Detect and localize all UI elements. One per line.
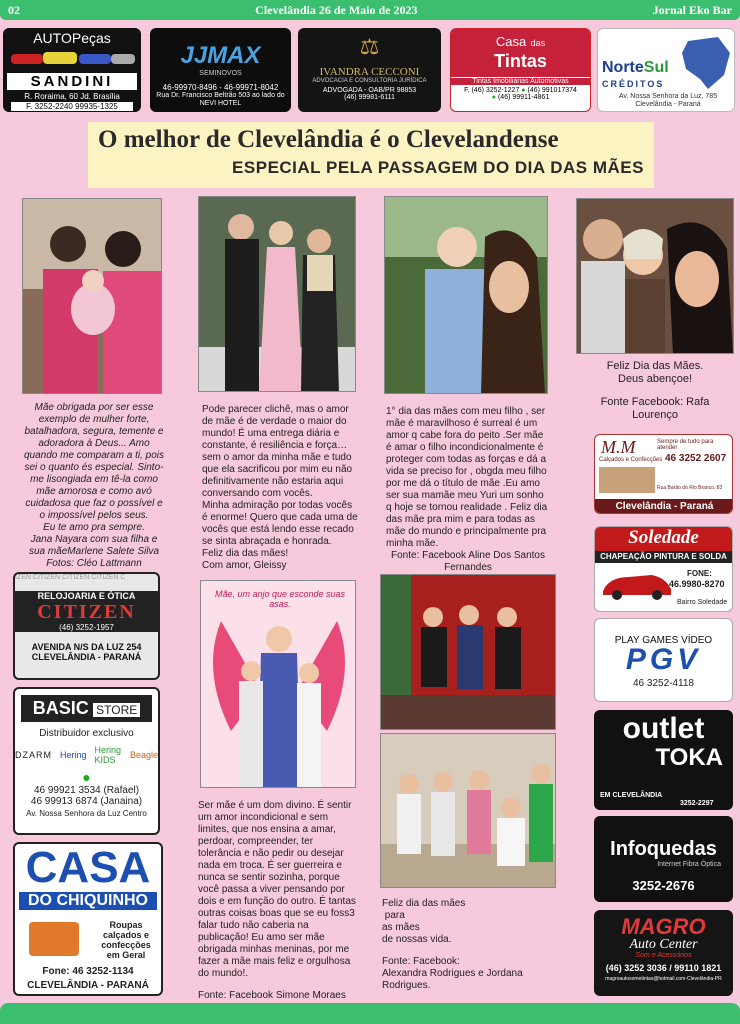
photo-mother-two-daughters bbox=[200, 580, 356, 788]
ad-autopecas-name: SANDINI bbox=[7, 73, 137, 90]
story2-line: que ela sacrificou por mim eu não bbox=[202, 464, 353, 475]
ad-jjmax-address: Rua Dr. Francisco Beltrão 503 ao lado do NEVI HOTEL bbox=[156, 92, 285, 107]
story5-line: falar tudo não caberia na bbox=[198, 920, 309, 931]
story2-line: de mãe é de verdade o maior do bbox=[202, 416, 347, 427]
story1-line: mãe amorosa e como avó bbox=[36, 486, 152, 497]
ad-tintas-phone3: (46) 99911-4861 bbox=[497, 94, 550, 101]
gift-boxes-icon bbox=[29, 922, 79, 956]
ad-basic-logo1: BASIC bbox=[32, 698, 89, 718]
ad-autopecas-title: AUTOPeças bbox=[33, 30, 111, 46]
story6-line: as mães bbox=[382, 922, 420, 933]
ad-tintas-l3: Tintas bbox=[494, 51, 547, 71]
ad-soledade-address: Bairro Soledade bbox=[677, 599, 728, 606]
story3-line: proteger com todas as forças e dá a bbox=[386, 454, 547, 465]
story1-line: Mãe obrigada por ser esse bbox=[34, 402, 154, 413]
page-number: 02 bbox=[8, 2, 20, 17]
story2-line: Minha admiração por todas vocês bbox=[202, 500, 353, 511]
story1-line: Fotos: Cléo Lattmann bbox=[46, 558, 142, 569]
ad-soledade-sub: CHAPEAÇÃO PINTURA E SOLDA bbox=[595, 551, 732, 563]
photo-group-women-outdoor bbox=[380, 733, 556, 888]
story3-line: por me dá o título de mãe .Eu amo bbox=[386, 478, 540, 489]
ad-soledade-fone: FONE: bbox=[687, 569, 712, 578]
story1-line: me lisongiada em tê-la como bbox=[30, 474, 158, 485]
story6-line bbox=[382, 946, 552, 956]
ad-soledade-phone: 46.9980-8270 bbox=[669, 579, 725, 589]
ad-magro-l2: Auto Center bbox=[629, 937, 698, 952]
ad-basic-phone2: 46 99913 6874 (Janaina) bbox=[30, 796, 143, 807]
ad-infoquedas-name: Infoquedas bbox=[610, 838, 717, 860]
ad-magro-auto-center[interactable] bbox=[594, 910, 733, 996]
ad-nortesul-sub: CRÉDITOS bbox=[602, 79, 665, 89]
ad-chiquinho-city: CLEVELÂNDIA - PARANÁ bbox=[27, 980, 149, 991]
ad-ivandra-role: ADVOCACIA E CONSULTORIA JURÍDICA bbox=[312, 78, 427, 84]
ad-casa-do-chiquinho[interactable] bbox=[13, 842, 163, 996]
story4-line: Deus abençoe! bbox=[618, 373, 692, 385]
story5-line: fazer a mãe mais feliz e orgulhosa bbox=[198, 956, 351, 967]
headline-banner bbox=[88, 122, 654, 188]
ad-mm-address: Rua Barão do Rio Branco, 83 bbox=[657, 485, 723, 491]
photo-three-selfie bbox=[576, 198, 734, 354]
ad-basic-store[interactable] bbox=[13, 687, 160, 835]
footer-bar bbox=[0, 1003, 740, 1024]
story5-line bbox=[198, 980, 366, 990]
ad-autopecas-sandini[interactable] bbox=[3, 28, 141, 112]
header-bar bbox=[0, 0, 740, 20]
ad-tintas-l1: Casa bbox=[495, 34, 527, 49]
story5-line: perdoar, compreender, ter bbox=[198, 836, 314, 847]
ad-ivandra-oab: ADVOGADA - OAB/PR 98853 bbox=[322, 87, 417, 94]
ad-jjmax[interactable] bbox=[150, 28, 291, 112]
ad-mm-logo: M.M bbox=[601, 437, 636, 457]
ad-chiquinho-t3: confecções bbox=[101, 940, 151, 950]
ad-basic-brand-dzarm: DZARM bbox=[15, 750, 52, 760]
story6-line: Rodrigues. bbox=[382, 980, 431, 991]
story5-line: um amor incondicional e sem bbox=[198, 812, 329, 823]
story5-line: Ser mãe é um dom divino. É sentir bbox=[198, 800, 352, 811]
ad-nortesul-address: Av. Nossa Senhora da Luz, 785 Clevelândia - Paraná bbox=[618, 93, 718, 108]
ad-ivandra-name: IVANDRA CECCONI bbox=[319, 66, 420, 78]
story2-line: conversando com vocês. bbox=[202, 488, 313, 499]
newspaper-name: Jornal Eko Bar bbox=[652, 2, 732, 17]
ad-tintas-sub: Tintas Imobiliárias Automotivas bbox=[451, 78, 590, 85]
story6-line: para bbox=[382, 910, 405, 921]
car-icon bbox=[599, 567, 675, 601]
story1-line: Jana Nayara com sua filha e bbox=[30, 534, 158, 545]
story1-line: sei o quanto és especial. Sinto- bbox=[24, 462, 164, 473]
story2-line: constante, é resiliência e força… bbox=[202, 440, 348, 451]
ad-chiquinho-l1: CASA bbox=[25, 843, 151, 892]
story4-line: Fonte Facebook: Rafa bbox=[600, 396, 710, 408]
story1-line: quando me comparam a ti, pois bbox=[23, 450, 165, 461]
story5-line: tolerância e não pedir ou desejar bbox=[198, 848, 344, 859]
ad-outlet-city: EM CLEVELÂNDIA bbox=[600, 792, 663, 799]
ad-chiquinho-t1: Roupas bbox=[109, 920, 143, 930]
photo-group-women-indoor bbox=[380, 574, 556, 730]
story1-line: adoradora à Deus... Amo bbox=[38, 438, 150, 449]
story5-line: publicação! Eu amo ser mãe bbox=[198, 932, 325, 943]
ad-basic-brand-beagle: Beagle bbox=[129, 750, 158, 760]
story5-line: limites, que nos ensina a amar, bbox=[198, 824, 336, 835]
story2-line: Com amor, Gleissy bbox=[202, 560, 287, 571]
issue-date: Clevelândia 26 de Maio de 2023 bbox=[255, 2, 418, 17]
ad-outlet-toka[interactable] bbox=[594, 710, 733, 810]
story2-line: sem o amor da minha mãe e tudo bbox=[202, 452, 352, 463]
ad-tintas-phone1: F. (46) 3252-1227 bbox=[464, 87, 520, 94]
ad-infoquedas[interactable] bbox=[594, 816, 733, 902]
story1-line: sua mãeMarlene Salete Silva bbox=[28, 546, 160, 557]
story1-line: o impossível pelos seus. bbox=[39, 510, 149, 521]
ad-mm-sub: Calçados e Confecções bbox=[599, 457, 663, 463]
ad-jjmax-logo: JJMAX bbox=[180, 42, 261, 69]
ad-tintas-l2: das bbox=[530, 38, 546, 48]
ad-pgv-phone: 46 3252-4118 bbox=[633, 678, 694, 689]
whatsapp-icon: ● bbox=[82, 769, 91, 785]
ad-nortesul[interactable] bbox=[597, 28, 735, 112]
story4-line bbox=[576, 386, 734, 396]
story6-line: Alexandra Rodrigues e Jordana bbox=[382, 968, 523, 979]
ad-jjmax-phones: 46-99970-8496 - 46-99971-8042 bbox=[162, 83, 279, 92]
story2-line: Pode parecer clichê, mas o amor bbox=[202, 404, 349, 415]
story3-source: Fernandes bbox=[444, 562, 492, 573]
ad-outlet-l1: outlet bbox=[622, 712, 705, 745]
ad-mm-phone: 46 3252 2607 bbox=[665, 453, 727, 464]
ad-chiquinho-t4: em Geral bbox=[106, 950, 146, 960]
ad-citizen-name: CITIZEN bbox=[15, 601, 158, 623]
ad-chiquinho-phone: Fone: 46 3252-1134 bbox=[42, 966, 134, 977]
ad-nortesul-norte: Norte bbox=[602, 59, 644, 76]
ad-basic-dist: Distribuidor exclusivo bbox=[39, 728, 134, 739]
ad-outlet-phone: 3252-2297 bbox=[680, 800, 714, 807]
story2-line: mundo! É uma entrega diária e bbox=[202, 428, 340, 439]
ad-basic-phone1: 46 99921 3534 (Rafael) bbox=[33, 785, 140, 796]
story2-line: definitivamente não estaria aqui bbox=[202, 476, 344, 487]
ad-mm-city: Clevelândia - Paraná bbox=[595, 499, 733, 514]
photo-family-event bbox=[198, 196, 356, 392]
story2-line: Feliz dia das mães! bbox=[202, 548, 289, 559]
ad-ivandra-phone: (46) 99981-6111 bbox=[344, 94, 395, 101]
ad-pgv-logo: PGV bbox=[625, 643, 702, 676]
ad-soledade-name: Soledade bbox=[595, 527, 732, 551]
story3-line: vida se preciso for , obgda meu filho bbox=[386, 466, 547, 477]
whatsapp-icon: ● bbox=[491, 94, 497, 101]
story4-line: Lourenço bbox=[632, 409, 678, 421]
cars-icon bbox=[3, 46, 141, 68]
story3-line: das mãe pra mim e para todas as bbox=[386, 514, 535, 525]
ad-mm-tag: Sempre de tudo para atender bbox=[657, 439, 714, 451]
photo5-sign: Mãe, um anjo que esconde suas asas. bbox=[214, 589, 346, 609]
ad-pgv-games[interactable] bbox=[594, 618, 733, 702]
ad-mm-calcados[interactable] bbox=[594, 434, 733, 514]
story3-line: é amar o filho incondicionalmente é bbox=[386, 442, 544, 453]
story3-line: mãe do mundo e principalmente pra bbox=[386, 526, 547, 537]
ad-infoquedas-sub: Internet Fibra Óptica bbox=[657, 861, 721, 868]
story3-line: ser sua mamãe meu Yuri um sonho bbox=[386, 490, 544, 501]
ad-ivandra-cecconi[interactable] bbox=[298, 28, 441, 112]
story1-line: batalhadora, segura, temente e bbox=[24, 426, 164, 437]
ad-tintas-phone2: (46) 991017374 bbox=[527, 87, 577, 94]
ad-casa-das-tintas[interactable] bbox=[450, 28, 591, 112]
ad-basic-brand-hering: Hering bbox=[60, 750, 87, 760]
scales-icon: ⚖ bbox=[359, 34, 380, 59]
story2-line: vocês que está lendo esse recado bbox=[202, 524, 354, 535]
story3-source: Fonte: Facebook Aline Dos Santos bbox=[391, 550, 545, 561]
ad-nortesul-sul: Sul bbox=[643, 59, 669, 76]
story5-line: você passa a viver pensando por bbox=[198, 884, 345, 895]
ad-infoquedas-phone: 3252-2676 bbox=[632, 878, 695, 893]
story4-line: Feliz Dia das Mães. bbox=[606, 360, 704, 372]
photo-mother-daughter-baby bbox=[22, 198, 162, 394]
ad-magro-phone: (46) 3252 3036 / 99110 1821 bbox=[605, 963, 722, 973]
ad-citizen-addr2: CLEVELÂNDIA - PARANÁ bbox=[31, 652, 142, 662]
story3-line: amor q cabe fora do peito .Ser mãe bbox=[386, 430, 544, 441]
ad-autopecas-address: R. Roraima, 60 Jd. Brasília bbox=[24, 92, 120, 101]
headline-subtitle: ESPECIAL PELA PASSAGEM DO DIA DAS MÃES bbox=[232, 158, 644, 177]
story5-line: do mundo!. bbox=[198, 968, 249, 979]
story1-line: exemplo de mulher forte, bbox=[38, 414, 150, 425]
story6-line: Fonte: Facebook: bbox=[382, 956, 460, 967]
story3-line: mãe é maravilhoso é surreal é um bbox=[386, 418, 538, 429]
ad-outlet-l2: TOKA bbox=[655, 744, 723, 771]
ad-pgv-head: PLAY GAMES VÍDEO bbox=[614, 635, 713, 646]
ad-citizen-head: RELOJOARIA E ÓTICA bbox=[15, 591, 158, 601]
ad-basic-logo2: STORE bbox=[93, 703, 140, 717]
headline-title: O melhor de Clevelândia é o Clevelandense bbox=[98, 126, 559, 153]
story3-line: minha mãe. bbox=[386, 538, 439, 549]
story1-line: cuidadosa que faz o possível e bbox=[25, 498, 163, 509]
story5-line: nada em troca. É ser guerreira e bbox=[198, 860, 342, 871]
ad-magro-email: magroautosometintas@hotmail.com-Clevelândia-PR bbox=[605, 976, 722, 982]
story2-line: se sinta abraçada e honrada. bbox=[202, 536, 332, 547]
ad-citizen-addr1: AVENIDA N/S DA LUZ 254 bbox=[31, 642, 142, 652]
story1-line: Eu te amo pra sempre. bbox=[43, 522, 145, 533]
story2-line: é enorme! Quero que cada uma de bbox=[202, 512, 358, 523]
ad-citizen[interactable] bbox=[13, 572, 160, 680]
story5-line: dois e em função do outro. É tantas bbox=[198, 896, 356, 907]
story6-line: de nossas vida. bbox=[382, 934, 452, 945]
ad-citizen-pattern: IZEN CITIZEN CITIZEN CITIZEN C bbox=[15, 574, 126, 581]
brazil-map-icon bbox=[678, 33, 732, 93]
ad-citizen-phone: (46) 3252-1957 bbox=[15, 623, 158, 632]
shop-front-icon bbox=[599, 467, 655, 493]
story6-line: Feliz dia das mães bbox=[382, 898, 466, 909]
ad-chiquinho-l2: DO CHIQUINHO bbox=[19, 892, 157, 910]
ad-jjmax-sub: SEMINOVOS bbox=[199, 70, 242, 77]
photo-mother-son-selfie bbox=[384, 196, 548, 394]
ad-basic-brand-hering-kids: Hering KIDS bbox=[94, 745, 122, 765]
ad-chiquinho-t2: calçados e bbox=[102, 930, 150, 940]
story5-line: obrigada minhas meninas, por me bbox=[198, 944, 350, 955]
story5-source: Fonte: Facebook Simone Moraes bbox=[198, 990, 346, 1001]
ad-magro-l3: Som e Acessórios bbox=[635, 952, 692, 959]
ad-autopecas-phone: F. 3252-2240 99935-1325 bbox=[11, 102, 133, 111]
whatsapp-icon: ● bbox=[521, 87, 526, 94]
ad-magro-l1: MAGRO bbox=[621, 914, 706, 939]
ad-soledade[interactable] bbox=[594, 526, 733, 612]
story3-line: q hoje se tornou realidade . Feliz dia bbox=[386, 502, 548, 513]
story5-line: nunca se sentir sozinha, porque bbox=[198, 872, 340, 883]
story5-line: outras coisas boas que se eu foss3 bbox=[198, 908, 355, 919]
story3-line: 1° dia das mães com meu filho , ser bbox=[386, 406, 546, 417]
ad-basic-address: Av. Nossa Senhora da Luz Centro bbox=[26, 809, 147, 818]
